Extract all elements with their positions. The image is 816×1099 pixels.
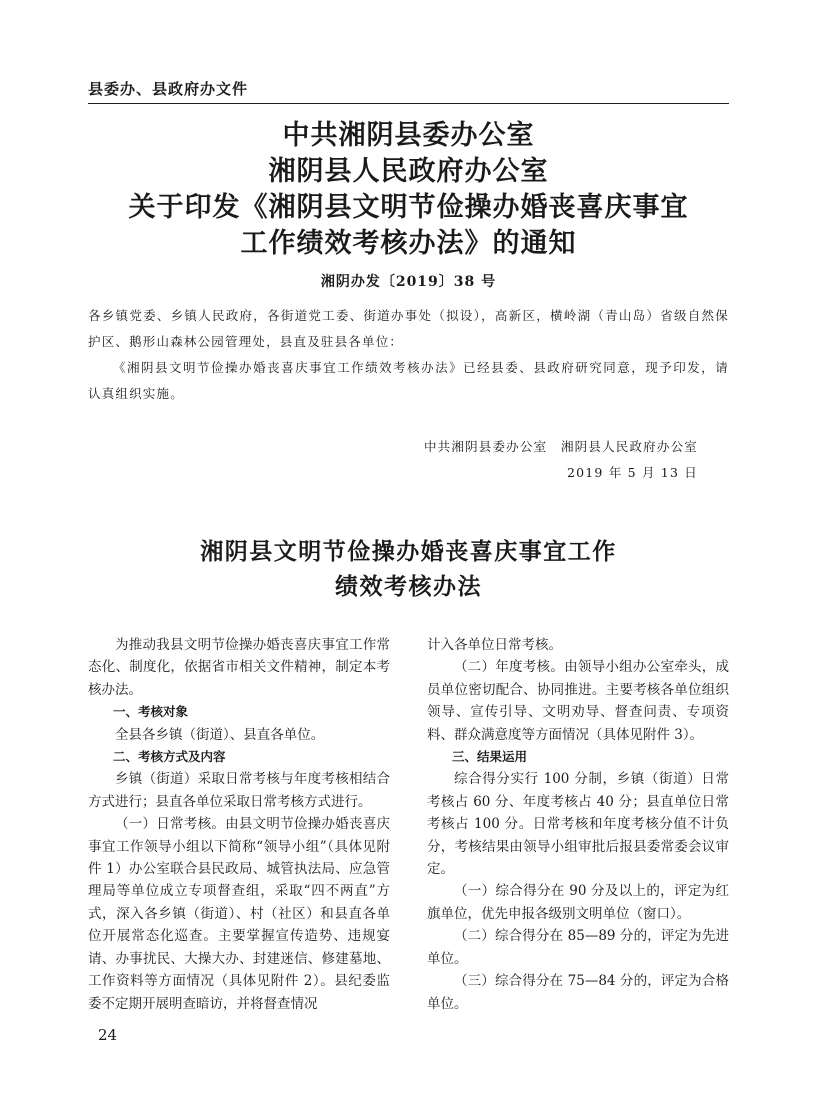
issuing-offices: 中共湘阴县委办公室 湘阴县人民政府办公室 <box>423 439 698 454</box>
notice-title <box>88 118 729 262</box>
method-title <box>88 534 729 604</box>
header-divider <box>88 103 729 104</box>
signature-block <box>424 434 698 486</box>
body-paragraph: （一）综合得分在 90 分及以上的，评定为红旗单位，优先申报各级别文明单位（窗口）。 <box>427 883 729 922</box>
notice-title-line: 关于印发《湘阴县文明节俭操办婚丧喜庆事宜 <box>128 192 689 223</box>
method-title-line: 湘阴县文明节俭操办婚丧喜庆事宜工作 <box>200 538 617 565</box>
notice-paragraph: 《湘阴县文明节俭操办婚丧喜庆事宜工作绩效考核办法》已经县委、县政府研究同意，现予印发，请认真组织实施。 <box>88 360 729 401</box>
paragraph-continuation: 计入各单位日常考核。 <box>427 637 562 653</box>
notice-title-line: 湘阴县人民政府办公室 <box>268 156 549 187</box>
notice-title-line: 中共湘阴县委办公室 <box>282 120 535 151</box>
issue-date: 2019 年 5 月 13 日 <box>566 465 698 480</box>
section-heading: 二、考核方式及内容 <box>113 749 226 765</box>
body-paragraph: （二）年度考核。由领导小组办公室牵头，成员单位密切配合、协同推进。主要考核各单位组织领导、宣传引导、文明劝导、督查问责、专项资料、群众满意度等方面情况（具体见附件 3）。 <box>427 659 729 743</box>
page-number: 24 <box>98 1026 118 1044</box>
method-title-line: 绩效考核办法 <box>335 573 482 600</box>
section-heading: 一、考核对象 <box>113 704 189 720</box>
body-paragraph: 综合得分实行 100 分制，乡镇（街道）日常考核占 60 分、年度考核占 40 分；县直单位日常考核占 100 分。日常考核和年度考核分值不计负分，考核结果由领导小组审批后报县委常委会议审定。 <box>427 771 729 878</box>
left-column <box>88 634 390 1015</box>
body-paragraph: 全县各乡镇（街道）、县直各单位。 <box>115 726 325 743</box>
body-paragraph: 为推动我县文明节俭操办婚丧喜庆事宜工作常态化、制度化，依据省市相关文件精神，制定本考核办法。 <box>88 637 390 698</box>
notice-title-line: 工作绩效考核办法》的通知 <box>240 228 577 259</box>
body-paragraph: （一）日常考核。由县文明节俭操办婚丧喜庆事宜工作领导小组以下简称“领导小组”（具体见附件 1）办公室联合县民政局、城管执法局、应急管理局等单位成立专项督查组，采取“四不两直”方式，深入各乡镇（街道）、村（社区）和县直各单位开展常态化巡查。主要掌握宣传造势、违规宴请、办事扰民、大操大办、封建迷信、修建墓地、工作资料等方面情况（具体见附件 2）。县纪委监委不定期开展明查暗访，并将督查情况 <box>88 816 390 1012</box>
addressee: 各乡镇党委、乡镇人民政府，各街道党工委、街道办事处（拟设），高新区，横岭湖（青山岛）省级自然保护区、鹅形山森林公园管理处，县直及驻县各单位： <box>88 308 729 349</box>
body-paragraph: （三）综合得分在 75—84 分的，评定为合格单位。 <box>427 973 729 1012</box>
document-number: 湘阴办发〔2019〕38 号 <box>320 274 497 290</box>
body-paragraph: （二）综合得分在 85—89 分的，评定为先进单位。 <box>427 928 729 967</box>
section-label: 县委办、县政府办文件 <box>88 80 249 98</box>
notice-body <box>88 303 729 407</box>
body-paragraph: 乡镇（街道）采取日常考核与年度考核相结合方式进行；县直各单位采取日常考核方式进行。 <box>88 771 390 810</box>
section-heading: 三、结果运用 <box>452 749 528 765</box>
right-column <box>427 634 729 1015</box>
